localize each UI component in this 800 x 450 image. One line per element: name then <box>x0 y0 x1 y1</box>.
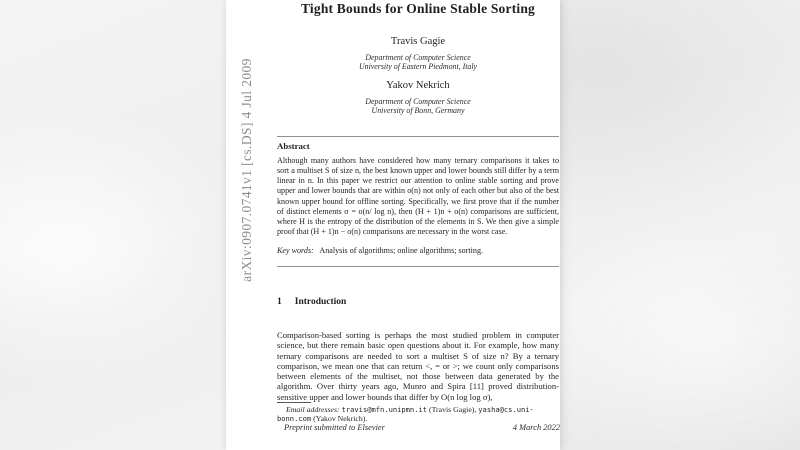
author-2-affiliation-line-1: Department of Computer Science <box>365 97 471 106</box>
email-footnote <box>277 405 559 424</box>
abstract-top-rule <box>277 136 559 137</box>
email-name-2: (Yakov Nekrich). <box>313 414 368 424</box>
paper-page <box>226 0 560 450</box>
email-address-2: yasha@cs.uni-bonn.com <box>277 405 534 424</box>
author-block-1 <box>277 36 559 72</box>
keywords-line <box>277 246 559 255</box>
abstract-bottom-rule <box>277 266 559 267</box>
page-footer <box>277 423 560 432</box>
footer-submission-note: Preprint submitted to Elsevier <box>284 423 385 432</box>
section-heading-introduction <box>277 297 346 307</box>
abstract-heading: Abstract <box>277 141 310 151</box>
author-1-affiliation-line-1: Department of Computer Science <box>365 53 471 62</box>
email-name-1: (Travis Gagie), <box>428 405 477 414</box>
email-footnote-label: Email addresses: <box>286 405 340 414</box>
author-block-2 <box>277 80 559 116</box>
introduction-text: Comparison-based sorting is perhaps the most studied problem in computer science, but there remain basic open questions about it. For example, how many ternary comparisons are needed to sort a multiset S of size n? By a ternary comparison, we mean one that can return <, = or >; we count only comparisons between elements of the multiset, not those between data generated by the algorithm. Over thirty years ago, Munro and Spira [11] proved distribution-sensitive upper and lower bounds that differ by O(n log log σ), <box>277 330 559 402</box>
keywords-text: Analysis of algorithms; online algorithms; sorting. <box>319 246 484 255</box>
arxiv-watermark: arXiv:0907.0741v1 [cs.DS] 4 Jul 2009 <box>239 58 254 282</box>
author-name-2: Yakov Nekrich <box>386 80 450 91</box>
paper-title: Tight Bounds for Online Stable Sorting <box>300 1 536 16</box>
abstract-text: Although many authors have considered how many ternary comparisons it takes to sort a multiset S of size n, the best known upper and lower bounds still differ by a term linear in n. In this paper we restrict our attention to online stable sorting and prove upper and lower bounds that are within o(n) not only of each other but also of the best known upper bound for offline sorting. Specifically, we first prove that if the number of distinct elements σ = o(n/ log n), then (H + 1)n + o(n) comparisons are sufficient, where H is the entropy of the distribution of the elements in S. We then give a simple proof that (H + 1)n − o(n) comparisons are necessary in the worst case. <box>277 156 559 237</box>
keywords-label: Key words: <box>277 246 314 255</box>
author-name-1: Travis Gagie <box>390 36 446 47</box>
footnote-rule <box>277 402 311 403</box>
email-address-1: travis@mfn.unipmn.it <box>341 405 428 414</box>
section-title: Introduction <box>294 297 347 307</box>
author-2-affiliation-line-2: University of Bonn, Germany <box>371 106 465 116</box>
section-number: 1 <box>277 297 282 307</box>
author-1-affiliation-line-2: University of Eastern Piedmont, Italy <box>358 62 478 72</box>
footer-date: 4 March 2022 <box>512 423 560 432</box>
